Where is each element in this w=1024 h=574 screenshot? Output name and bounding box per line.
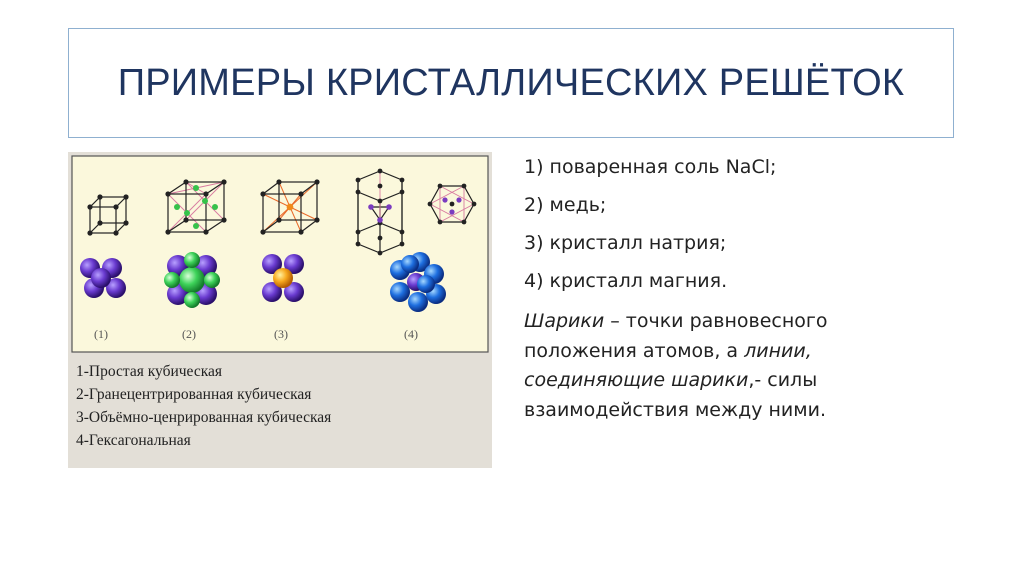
term-balls: Шарики [524,310,605,332]
legend-item: 4-Гексагональная [76,432,191,449]
fcc-balls [164,252,220,308]
list-item: 1) поваренная соль NaCl; [524,156,777,178]
term-lines: линии, соединяющие шарики [524,339,812,391]
page-title: ПРИМЕРЫ КРИСТАЛЛИЧЕСКИХ РЕШЁТОК [117,61,905,104]
list-item: 3) кристалл натрия; [524,232,727,254]
legend-item: 1-Простая кубическая [76,363,223,380]
note-text-2: ,- силы взаимодействия между ними. [524,369,827,421]
crystal-lattice-figure [68,152,492,468]
examples-text [524,155,944,439]
caption-3: (3) [274,327,288,341]
explanation-paragraph [524,307,944,425]
caption-2: (2) [182,327,196,341]
legend-item: 2-Гранецентрированная кубическая [76,386,312,403]
lattice-legend [76,360,476,452]
list-item: 2) медь; [524,194,607,216]
title-box [68,28,954,138]
list-item: 4) кристалл магния. [524,270,728,292]
legend-item: 3-Объёмно-ценрированная кубическая [76,409,332,426]
caption-1: (1) [94,327,108,341]
note-text-1: – точки равновесного положения атомов, а [524,310,828,362]
caption-4: (4) [404,327,418,341]
